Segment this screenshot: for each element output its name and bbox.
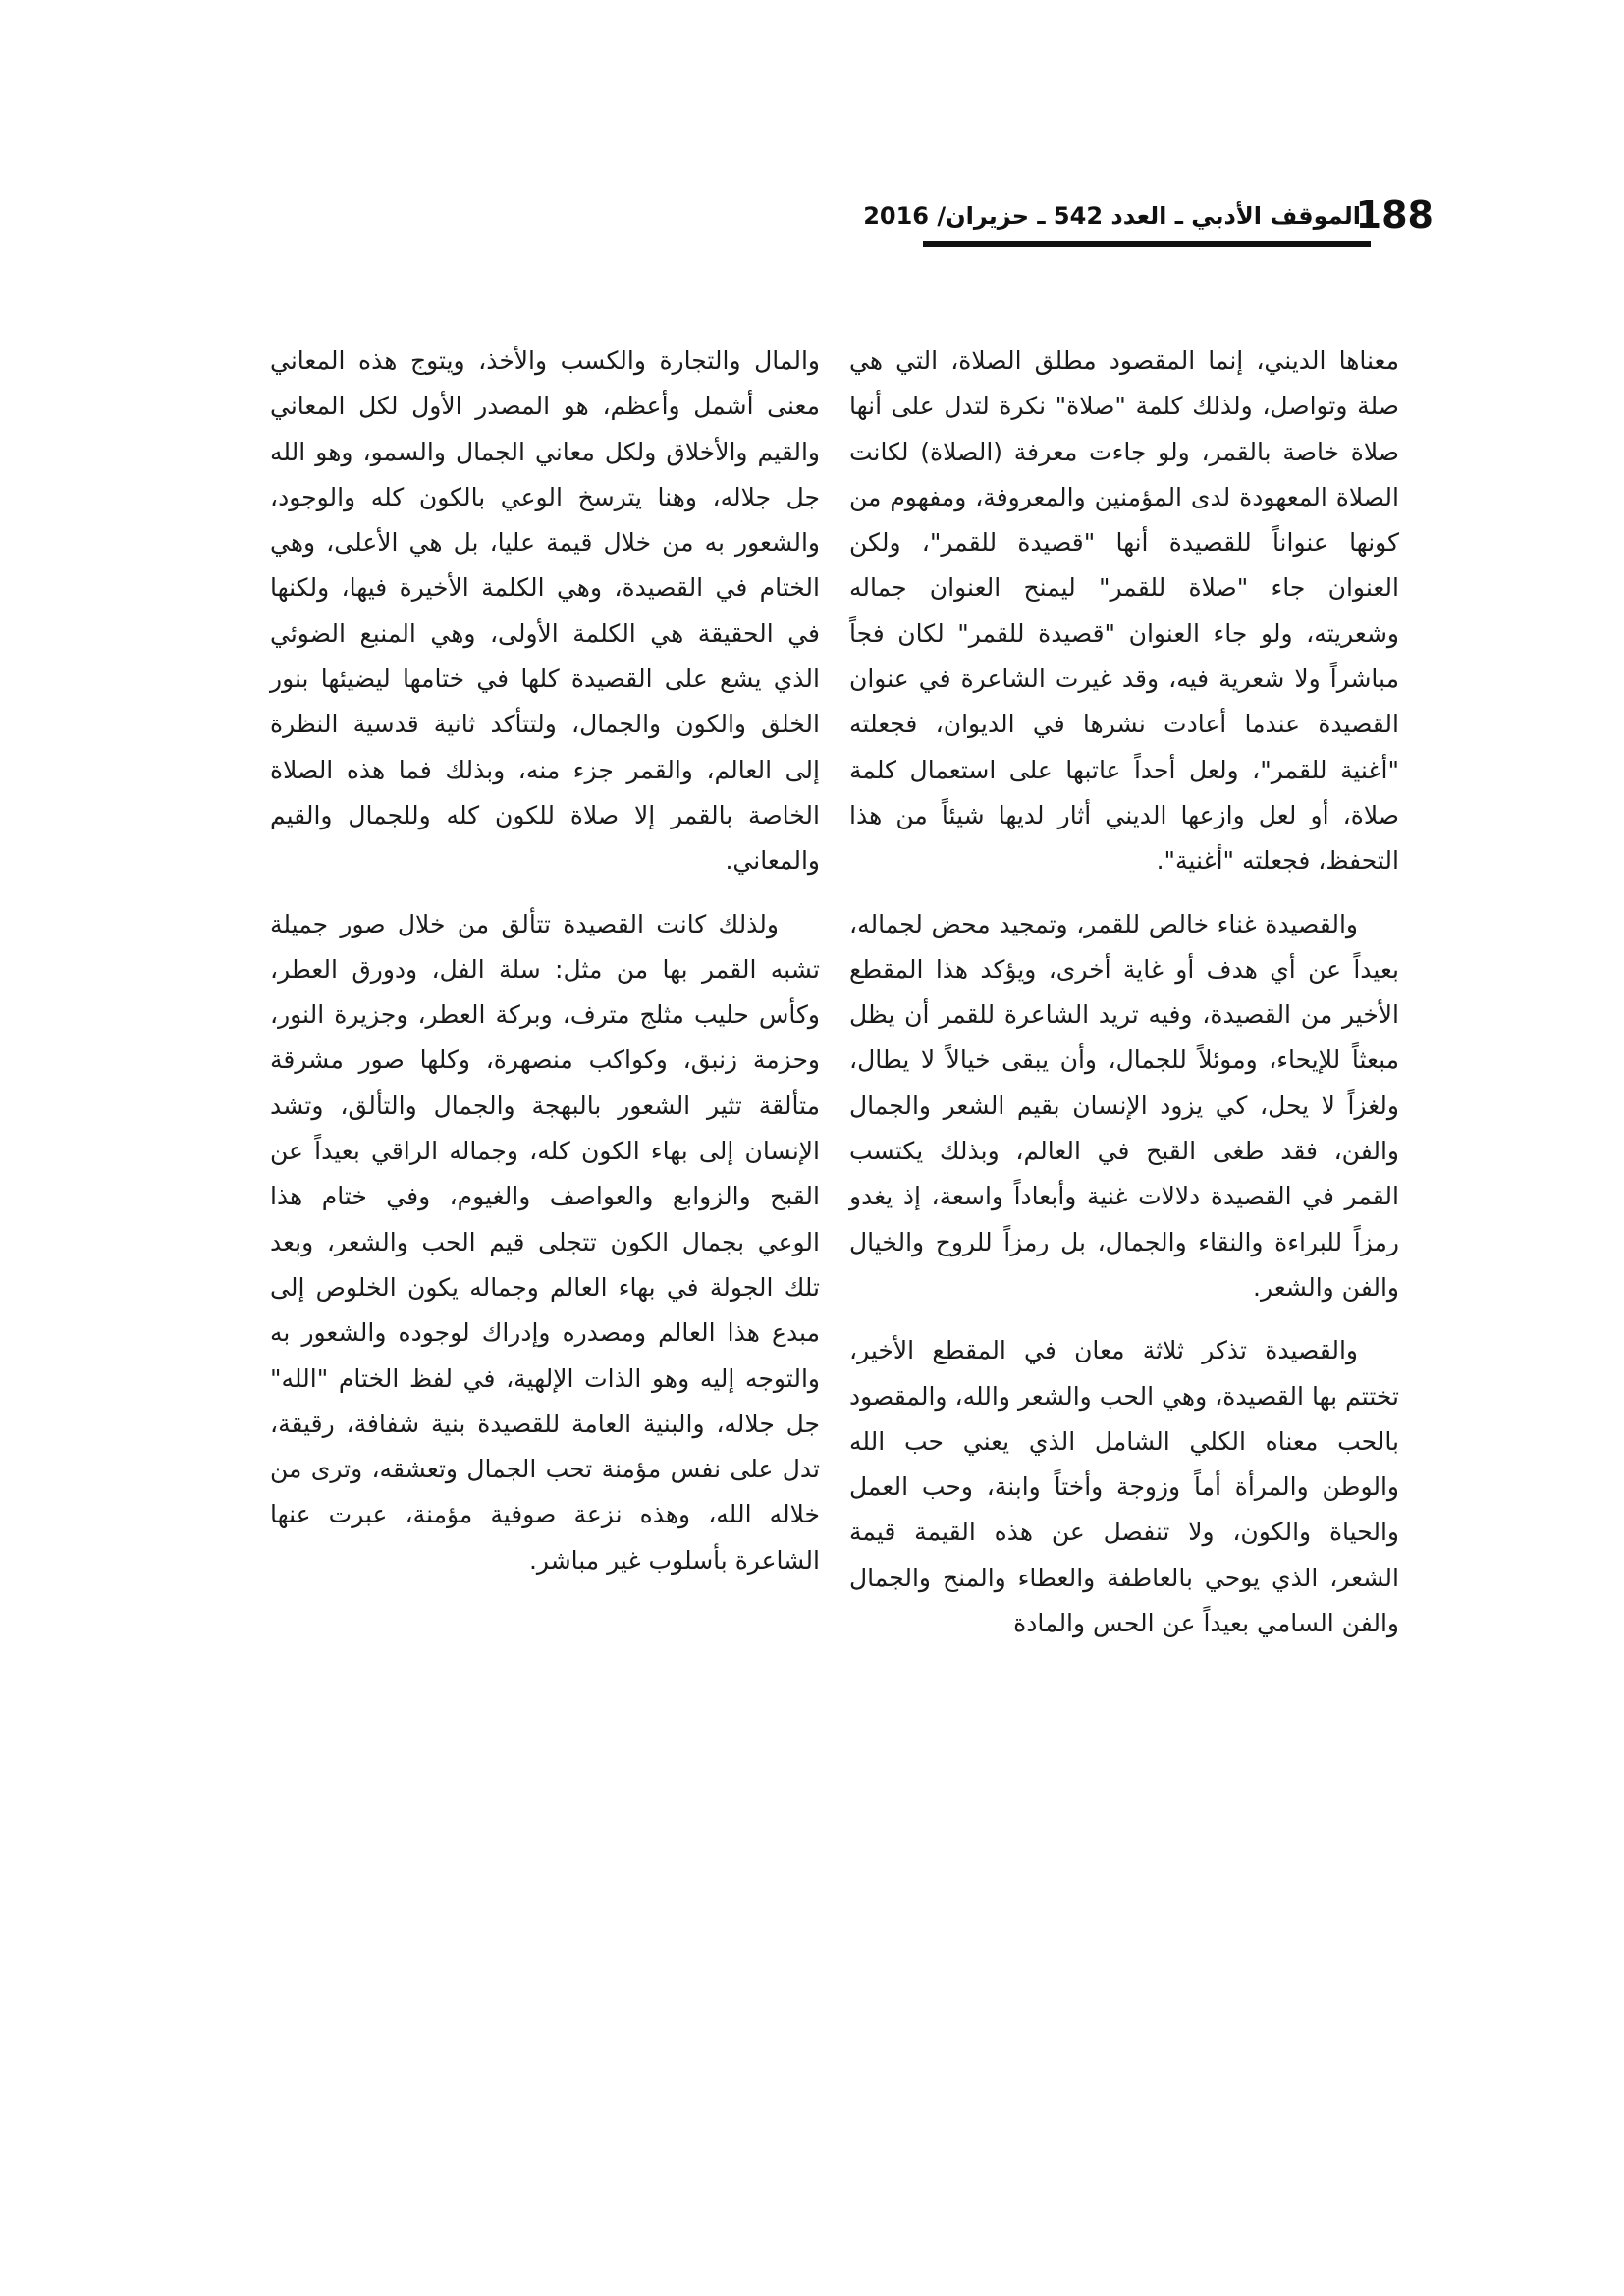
paragraph: معناها الديني، إنما المقصود مطلق الصلاة، التي هي صلة وتواصل، ولذلك كلمة "صلاة" نكرة لتدل على أنها صلاة خاصة بالقمر، ولو جاءت معرفة (الصلاة) لكانت الصلاة المعهودة لدى المؤمنين والمعروفة، ومفهوم من كونها عنواناً للقصيدة أنها "قصيدة للقمر"، ولكن العنوان جاء "صلاة للقمر" ليمنح العنوان جماله وشعريته، ولو جاء العنوان "قصيدة للقمر" لكان فجاً مباشراً ولا شعرية فيه، وقد غيرت الشاعرة في عنوان القصيدة عندما أعادت نشرها في الديوان، فجعلته "أغنية للقمر"، ولعل أحداً عاتبها على استعمال كلمة صلاة، أو لعل وازعها الديني أثار لديها شيئاً من هذا التحفظ، فجعلته "أغنية". (849, 347, 1399, 876)
header-rule (923, 241, 1371, 247)
page-number: 188 (1355, 193, 1434, 237)
text-column-right (849, 339, 1399, 1664)
page-header (863, 192, 1434, 251)
paragraph: والمال والتجارة والكسب والأخذ، ويتوج هذه المعاني معنى أشمل وأعظم، هو المصدر الأول لكل المعاني والقيم والأخلاق ولكل معاني الجمال والسمو، وهو الله جل جلاله، وهنا يترسخ الوعي بالكون كله والوجود، والشعور به من خلال قيمة عليا، بل هي الأعلى، وهي الختام في القصيدة، وهي الكلمة الأخيرة فيها، ولكنها في الحقيقة هي الكلمة الأولى، وهي المنبع الضوئي الذي يشع على القصيدة كلها في ختامها ليضيئها بنور الخلق والكون والجمال، ولتتأكد ثانية قدسية النظرة إلى العالم، والقمر جزء منه، وبذلك فما هذه الصلاة الخاصة بالقمر إلا صلاة للكون كله وللجمال والقيم والمعاني. (270, 347, 820, 876)
running-title: الموقف الأدبي ـ العدد 542 ـ حزيران/ 2016 (863, 202, 1361, 230)
paragraph: والقصيدة تذكر ثلاثة معان في المقطع الأخير، تختتم بها القصيدة، وهي الحب والشعر والله، والمقصود بالحب معناه الكلي الشامل الذي يعني حب الله والوطن والمرأة أماً وزوجة وأختاً وابنة، وحب العمل والحياة والكون، ولا تنفصل عن هذه القيمة قيمة الشعر، الذي يوحي بالعاطفة والعطاء والمنح والجمال والفن السامي بعيداً عن الحس والمادة (849, 1336, 1399, 1638)
text-column-left (270, 339, 820, 1601)
paragraph: ولذلك كانت القصيدة تتألق من خلال صور جميلة تشبه القمر بها من مثل: سلة الفل، ودورق العطر، وكأس حليب مثلج مترف، وبركة العطر، وجزيرة النور، وحزمة زنبق، وكواكب منصهرة، وكلها صور مشرقة متألقة تثير الشعور بالبهجة والجمال والتألق، وتشد الإنسان إلى بهاء الكون كله، وجماله الراقي بعيداً عن القبح والزوابع والعواصف والغيوم، وفي ختام هذا الوعي بجمال الكون تتجلى قيم الحب والشعر، وبعد تلك الجولة في بهاء العالم وجماله يكون الخلوص إلى مبدع هذا العالم ومصدره وإدراك لوجوده والشعور به والتوجه إليه وهو الذات الإلهية، في لفظ الختام "الله" جل جلاله، والبنية العامة للقصيدة بنية شفافة، رقيقة، تدل على نفس مؤمنة تحب الجمال وتعشقه، وترى من خلاله الله، وهذه نزعة صوفية مؤمنة، عبرت عنها الشاعرة بأسلوب غير مباشر. (270, 909, 820, 1575)
paragraph: والقصيدة غناء خالص للقمر، وتمجيد محض لجماله، بعيداً عن أي هدف أو غاية أخرى، ويؤكد هذا المقطع الأخير من القصيدة، وفيه تريد الشاعرة للقمر أن يظل مبعثاً للإيحاء، وموئلاً للجمال، وأن يبقى خيالاً لا يطال، ولغزاً لا يحل، كي يزود الإنسان بقيم الشعر والجمال والفن، فقد طغى القبح في العالم، وبذلك يكتسب القمر في القصيدة دلالات غنية وأبعاداً واسعة، إذ يغدو رمزاً للبراءة والنقاء والجمال، بل رمزاً للروح والخيال والفن والشعر. (849, 909, 1399, 1302)
